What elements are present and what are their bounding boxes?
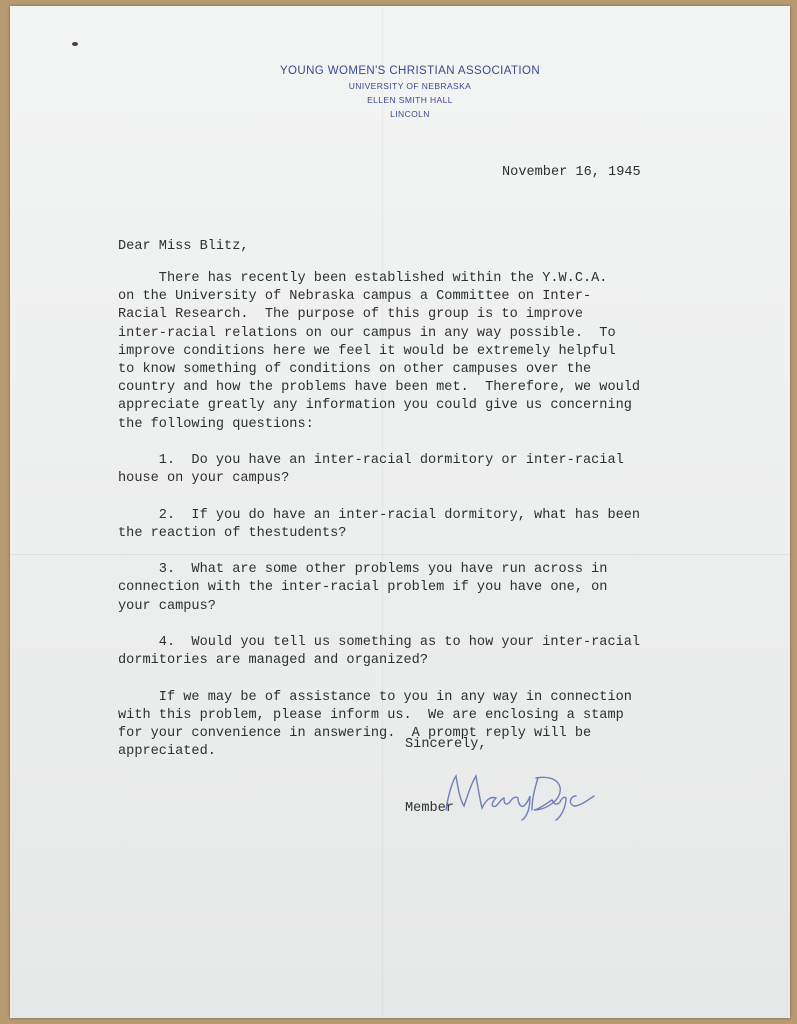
letter-body-line: appreciate greatly any information you could give us concerning — [118, 398, 632, 414]
letter-body-line — [118, 488, 640, 506]
letter-body-line — [118, 434, 640, 452]
paper-speck — [72, 42, 78, 46]
letterhead-hall: ELLEN SMITH HALL — [367, 95, 453, 105]
letterhead — [225, 64, 595, 121]
letter-body-line: If we may be of assistance to you in any way in connection — [118, 689, 632, 705]
letter-body-line: with this problem, please inform us. We are enclosing a stamp — [118, 707, 624, 723]
letter-body-line: inter-racial relations on our campus in any way possible. To — [118, 325, 616, 341]
letter-role: Member — [405, 801, 454, 816]
letter-body-line: house on your campus? — [118, 471, 290, 487]
letter-body-line: the following questions: — [118, 416, 314, 432]
signature — [438, 766, 608, 822]
letter-body-line: 4. Would you tell us something as to how your inter-racial — [118, 635, 641, 651]
letter-body-line: your campus? — [118, 598, 216, 614]
letter-body-line: the reaction of thestudents? — [118, 525, 347, 541]
letter-salutation: Dear Miss Blitz, — [118, 239, 249, 254]
signature-text: Mary Dye — [438, 766, 443, 767]
letter-closing: Sincerely, — [405, 737, 487, 752]
letterhead-university: UNIVERSITY OF NEBRASKA — [348, 81, 472, 91]
letter-body-line: dormitories are managed and organized? — [118, 653, 428, 669]
letter-body — [118, 270, 640, 761]
letter-body-line: country and how the problems have been met. Therefore, we would — [118, 380, 641, 396]
letterhead-city: LINCOLN — [390, 109, 430, 119]
letter-body-line: 1. Do you have an inter-racial dormitory or inter-racial — [118, 453, 624, 469]
letter-date: November 16, 1945 — [502, 165, 641, 180]
letter-body-line: 2. If you do have an inter-racial dormitory, what has been — [118, 507, 641, 523]
letter-body-line — [118, 543, 640, 561]
letter-body-line: 3. What are some other problems you have run across in — [118, 562, 608, 578]
letter-body-line: connection with the inter-racial problem if you have one, on — [118, 580, 608, 596]
letter-body-line: There has recently been established within the Y.W.C.A. — [118, 271, 608, 286]
letter-paper — [10, 6, 790, 1018]
letter-body-line: improve conditions here we feel it would be extremely helpful — [118, 343, 616, 359]
letter-body-line: on the University of Nebraska campus a Committee on Inter- — [118, 289, 592, 305]
letter-body-line: Racial Research. The purpose of this group is to improve — [118, 307, 583, 323]
letterhead-org: YOUNG WOMEN'S CHRISTIAN ASSOCIATION — [279, 65, 541, 77]
letter-body-line — [118, 670, 640, 688]
letter-body-line — [118, 616, 640, 634]
letter-body-line: for your convenience in answering. A prompt reply will be — [118, 726, 592, 742]
letter-body-line: appreciated. — [118, 744, 216, 760]
letter-body-line: to know something of conditions on other campuses over the — [118, 362, 592, 378]
